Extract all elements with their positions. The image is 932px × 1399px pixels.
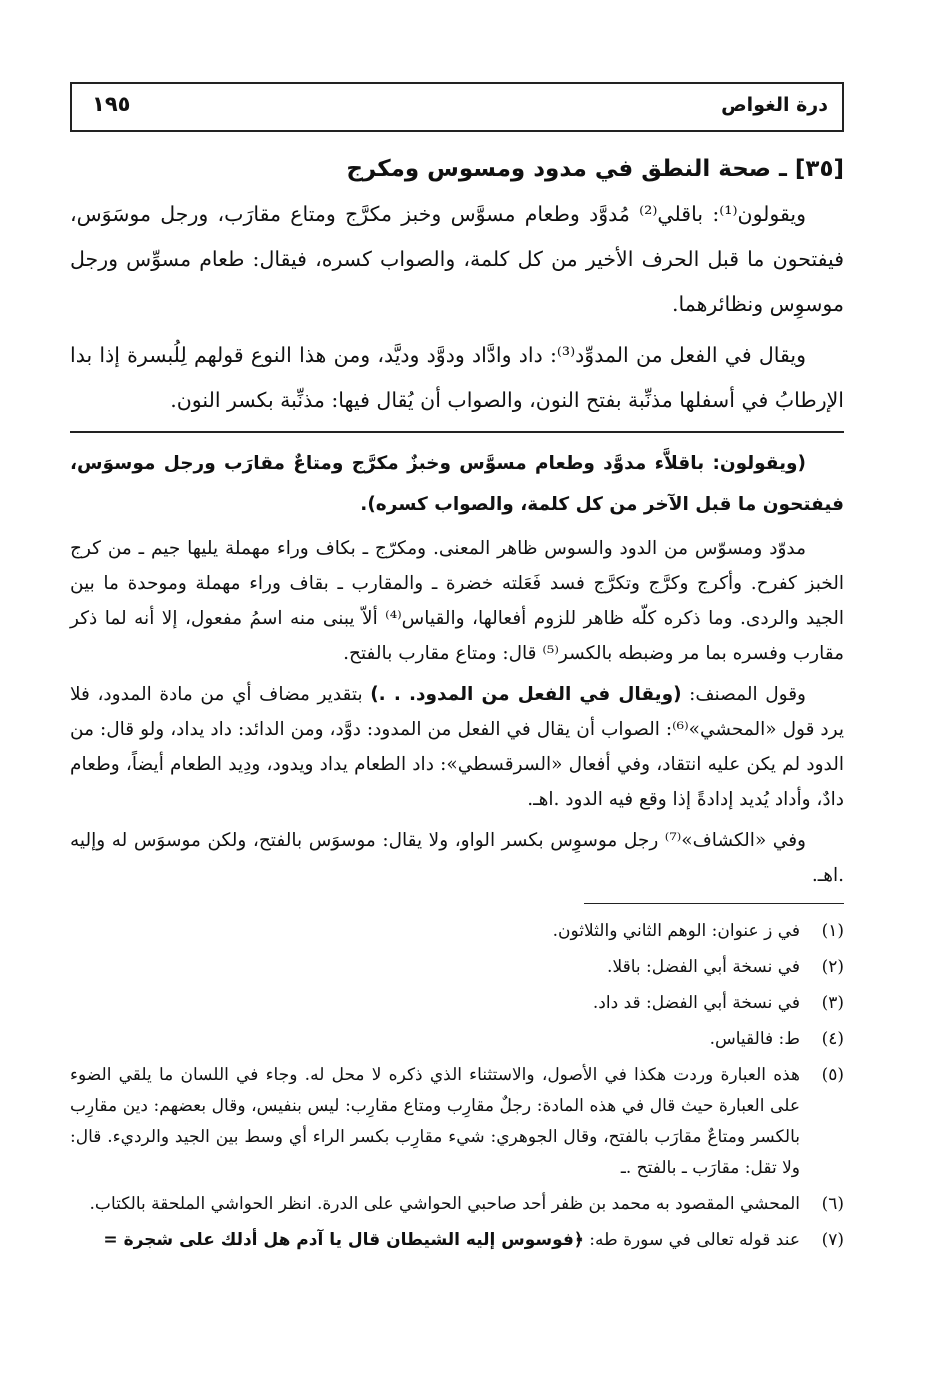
footnote-text: المحشي المقصود به محمد بن ظفر أحد صاحبي الحواشي على الدرة. انظر الحواشي الملحقة بالكتاب. [89,1194,800,1214]
footnote-text [70,1225,800,1256]
commentary-paragraph-2 [70,677,844,817]
footnote-item [70,1024,844,1055]
footnote-item [70,1060,844,1184]
footnote-item [70,1225,844,1256]
footnote-item [70,952,844,983]
commentary-paragraph-3: وفي «الكشاف»⁽⁷⁾ رجل موسوِس بكسر الواو، ولا يقال: موسوَس بالفتح، ولكن موسوَس له وإليه .اهـ. [70,830,844,886]
footnote-7-prefix: عند قوله تعالى في سورة طه: [583,1230,800,1250]
footnote-divider [584,903,844,904]
footnote-text: في نسخة أبي الفضل: قد داد. [592,993,800,1013]
commentary-divider [70,431,844,433]
footnote-item [70,916,844,947]
footnote-number: (١) [821,921,844,941]
page-number: ١٩٥ [92,92,131,116]
main-paragraph-2: ويقال في الفعل من المدوِّد⁽³⁾: داد وادَّاد ودوَّد وديَّد، ومن هذا النوع قولهم لِلُبسرة إذا بدا الإرطابُ في أسفلها مذنِّبة بفتح النون، والصواب أن يُقال فيها: مذنِّبة بكسر النون. [70,343,844,412]
footnote-number: (٤) [821,1029,844,1049]
section-title: [٣٥] ـ صحة النطق في مدود ومسوس ومكرج [346,156,844,182]
footnote-text: هذه العبارة وردت هكذا في الأصول، والاستثناء الذي ذكره لا محل له. وجاء في اللسان ما يلقي الضوء على العبارة حيث قال في هذه المادة: رجلٌ مقارِب ومتاع مقارِب: ليس بنفيس، وقال بعضهم: دين مقارِب بالكسر ومتاعٌ مقارَب بالفتح، وقال الجوهري: شيء مقارِب بكسر الراء أي وسط بين الجيد والرديء. قال: ولا تقل: مقارَب ـ بالفتح .ـ [70,1065,800,1178]
page-content [70,150,844,1261]
footnote-list [70,916,844,1256]
footnote-number: (٣) [821,993,844,1013]
footnote-text: ط: فالقياس. [709,1029,800,1049]
footnote-number: (٧) [821,1230,844,1250]
footnote-7-quran-quote: ﴿فوسوس إليه الشيطان قال يا آدم هل أدلك على شجرة = [103,1230,584,1250]
commentary-p2-prefix: وقول المصنف: [681,684,806,705]
footnote-number: (٢) [821,957,844,977]
footnote-number: (٥) [821,1065,844,1085]
running-header [70,82,844,132]
footnote-item [70,988,844,1019]
main-paragraph-1: ويقولون⁽¹⁾: باقلي⁽²⁾ مُدوَّد وطعام مسوَّس وخبز مكرَّج ومتاع مقارَب، ورجل موسَوَس، فيفتحون ما قبل الحرف الأخير من كل كلمة، والصواب كسره، فيقال: طعام مسوِّس ورجل موسوِس ونظائرهما. [70,202,844,316]
footnote-text: في نسخة أبي الفضل: باقلا. [607,957,800,977]
footnote-text: في ز عنوان: الوهم الثاني والثلاثون. [552,921,800,941]
commentary-paragraph-1: مدوّد ومسوّس من الدود والسوس ظاهر المعنى. ومكرّج ـ بكاف وراء مهملة يليها جيم ـ من كرج الخبز كفرح. وأكرج وكرَّج وتكرَّج فسد فَعَلته خضرة ـ والمقارب ـ بقاف وراء مهملة وموحدة ما بين الجيد والردى. وما ذكره كلّه ظاهر للزوم أفعالها، والقياس⁽⁴⁾ ألاّ يبنى منه اسمُ مفعول، إلا أنه لما ذكر مقارب وفسره بما مر وضبطه بالكسر⁽⁵⁾ قال: ومتاع مقارب بالفتح. [70,538,844,664]
commentary-quote: (ويقولون: باقلاَّء مدوَّد وطعام مسوَّس وخبزٌ مكرَّج ومتاعٌ مقارَب ورجل موسوَس، فيفتحون ما قبل الآخر من كل كلمة، والصواب كسره). [70,453,844,515]
footnote-number: (٦) [821,1194,844,1214]
running-title: درة الغواص [721,94,828,116]
footnote-item [70,1189,844,1220]
commentary-p2-quote: (ويقال في الفعل من المدود. . .) [370,684,682,705]
commentary-p2-rest: بتقدير مضاف أي من مادة المدود، فلا يرد قول «المحشي»⁽⁶⁾: الصواب أن يقال في الفعل من المدود: دوَّد، ومن الدائد: داد يداد، ولو قال: من الدود لم يكن عليه انتقاد، وفي أفعال «السرقسطي»: داد الطعام يداد ويدود، ودِيد الطعام أيضاً، وطعام دادٌ، وأداد يُديد إدادةً إذا وقع فيه الدود .اهـ. [70,684,844,810]
